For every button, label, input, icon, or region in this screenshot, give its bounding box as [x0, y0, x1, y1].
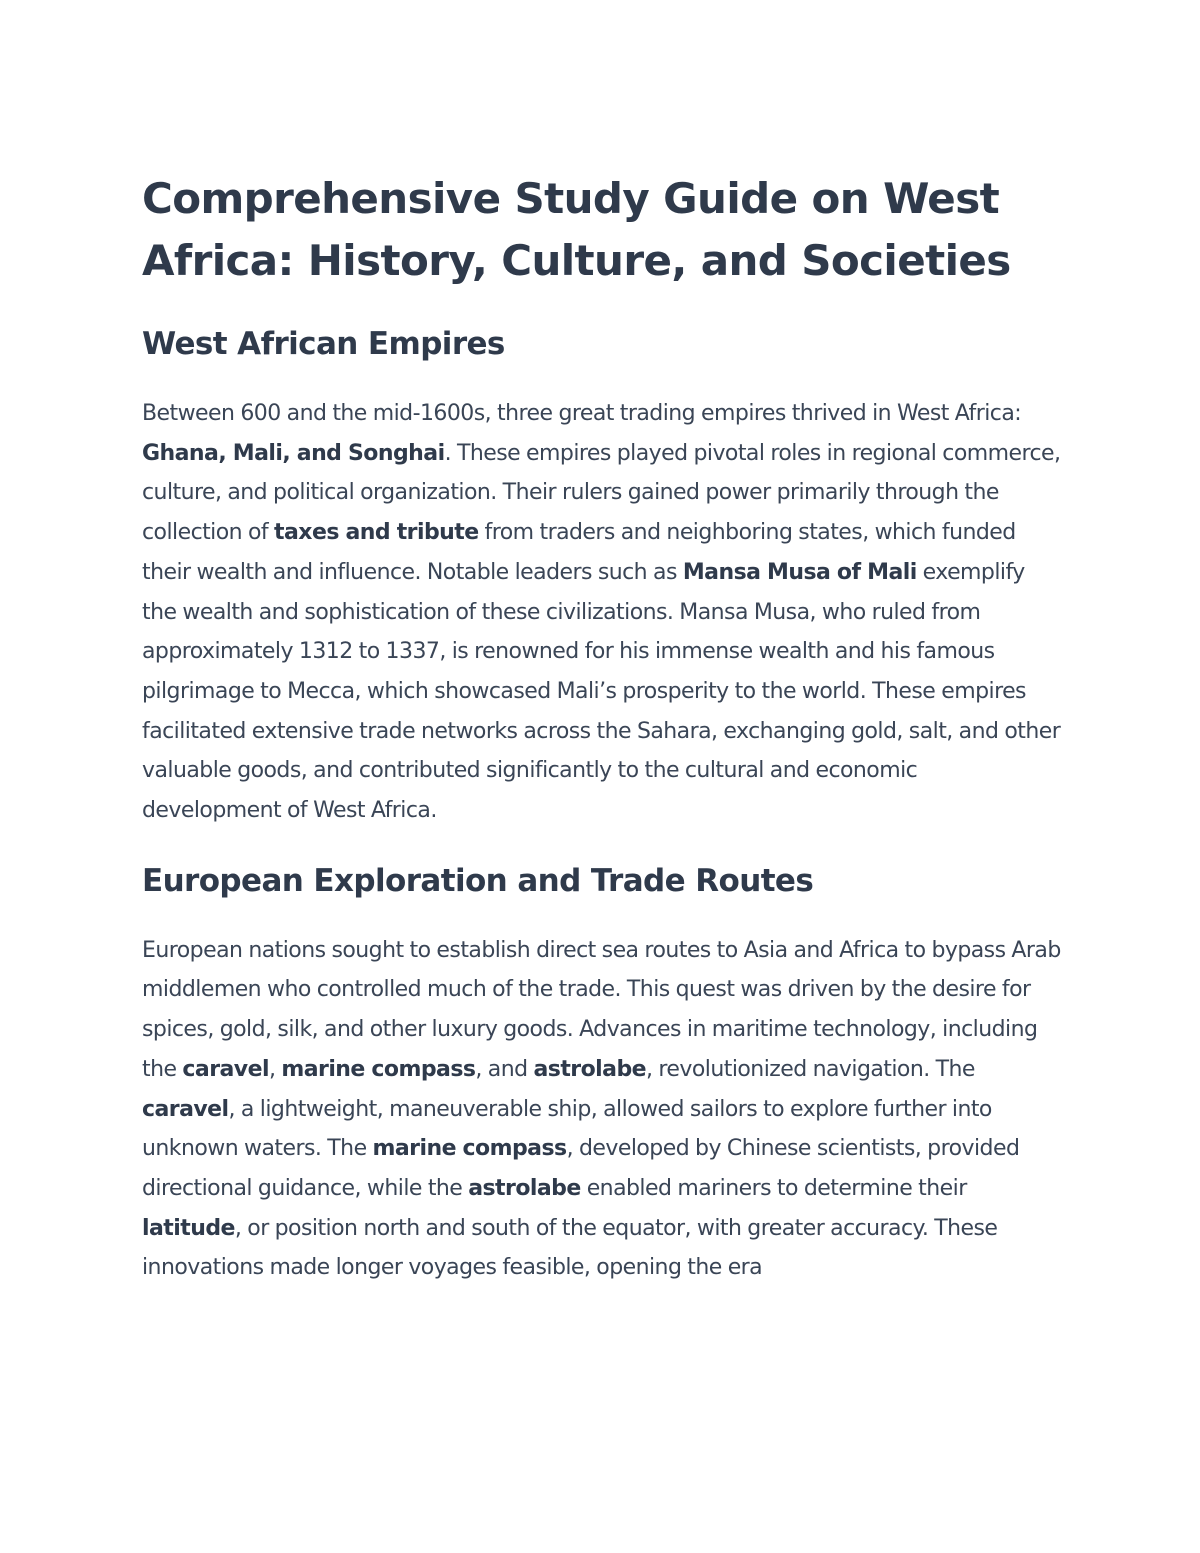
text-run: European nations sought to establish direct sea routes to Asia and Africa to bypass Arab middlemen who controlled much of the trade. This quest was driven by the desire for spices, gold, silk, and other luxury goods. Advances in maritime technology, including the: [142, 937, 1061, 1082]
bold-term: astrolabe: [533, 1056, 647, 1082]
text-run: , a lightweight, maneuverable ship, allowed sailors to explore further into unknown waters. The: [142, 1096, 992, 1162]
text-run: , and: [475, 1056, 534, 1082]
bold-term: caravel: [142, 1096, 229, 1122]
bold-term: latitude: [142, 1215, 235, 1241]
text-run: exemplify the wealth and sophistication of these civilizations. Mansa Musa, who ruled from approximately 1312 to 1337, is renowned for his immense wealth and his famous pilgrimage to Mecca, which showcased Mali’s prosperity to the world. These empires facilitated extensive trade networks across the Sahara, exchanging gold, salt, and other valuable goods, and contributed significantly to the cultural and economic development of West Africa.: [142, 559, 1061, 824]
text-run: from traders and neighboring states, which funded their wealth and influence. Notable leaders such as: [142, 520, 1016, 585]
bold-term: caravel: [182, 1056, 269, 1082]
section-heading-exploration: European Exploration and Trade Routes: [142, 862, 814, 899]
section-heading-empires: West African Empires: [142, 326, 505, 362]
document-page: [142, 168, 1062, 1288]
bold-term: marine compass: [281, 1056, 476, 1082]
document-title: Comprehensive Study Guide on West Africa: History, Culture, and Societies: [142, 174, 1011, 285]
text-run: . These empires played pivotal roles in regional commerce, culture, and political organization. Their rulers gained power primarily through the collection of: [142, 440, 1061, 546]
bold-term: Mansa Musa of Mali: [682, 559, 917, 585]
text-run: enabled mariners to determine their: [580, 1175, 967, 1201]
bold-term: Ghana, Mali, and Songhai: [142, 440, 445, 466]
bold-term: taxes and tribute: [274, 520, 479, 546]
bold-term: marine compass: [372, 1136, 567, 1162]
bold-term: astrolabe: [468, 1175, 581, 1201]
section-paragraph-exploration: [142, 931, 1062, 1288]
text-run: , revolutionized navigation. The: [646, 1056, 975, 1082]
text-run: ,: [268, 1056, 282, 1082]
text-run: , developed by Chinese scientists, provided directional guidance, while the: [142, 1136, 1020, 1201]
section-paragraph-empires: [142, 394, 1062, 831]
text-run: , or position north and south of the equator, with greater accuracy. These innovations made longer voyages feasible, opening the era: [142, 1215, 998, 1281]
text-run: Between 600 and the mid-1600s, three great trading empires thrived in West Africa:: [142, 401, 1022, 426]
